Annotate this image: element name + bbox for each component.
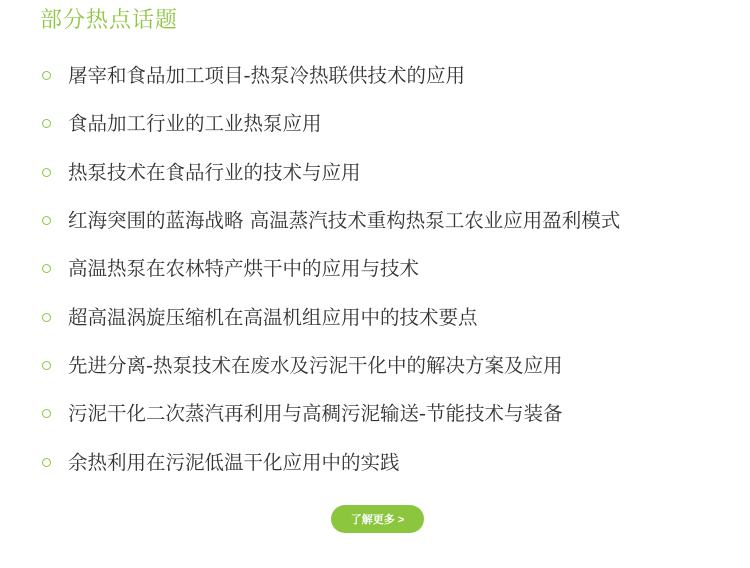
- topic-item[interactable]: [0, 197, 750, 245]
- topic-link[interactable]: 食品加工行业的工业热泵应用: [68, 112, 322, 136]
- topic-list: [0, 52, 750, 487]
- hollow-circle-icon: [42, 361, 51, 370]
- topic-item[interactable]: [0, 52, 750, 100]
- topic-item[interactable]: [0, 438, 750, 486]
- hollow-circle-icon: [42, 313, 51, 322]
- topic-link[interactable]: 屠宰和食品加工项目-热泵冷热联供技术的应用: [68, 64, 466, 88]
- hollow-circle-icon: [42, 168, 51, 177]
- learn-more-button[interactable]: 了解更多 >: [331, 505, 424, 533]
- hollow-circle-icon: [42, 119, 51, 128]
- section-title: 部分热点话题: [40, 8, 179, 33]
- hollow-circle-icon: [42, 71, 51, 80]
- hollow-circle-icon: [42, 264, 51, 273]
- topic-link[interactable]: 高温热泵在农林特产烘干中的应用与技术: [68, 257, 420, 281]
- topic-link[interactable]: 污泥干化二次蒸汽再利用与高稠污泥输送-节能技术与装备: [68, 402, 563, 426]
- topic-link[interactable]: 超高温涡旋压缩机在高温机组应用中的技术要点: [68, 305, 478, 329]
- topic-item[interactable]: [0, 149, 750, 197]
- topic-link[interactable]: 余热利用在污泥低温干化应用中的实践: [68, 450, 400, 474]
- hollow-circle-icon: [42, 409, 51, 418]
- hollow-circle-icon: [42, 458, 51, 467]
- topic-link[interactable]: 热泵技术在食品行业的技术与应用: [68, 160, 361, 184]
- topic-item[interactable]: [0, 245, 750, 293]
- topic-link[interactable]: 红海突围的蓝海战略 高温蒸汽技术重构热泵工农业应用盈利模式: [68, 209, 621, 233]
- topic-link[interactable]: 先进分离-热泵技术在废水及污泥干化中的解决方案及应用: [68, 353, 563, 377]
- hollow-circle-icon: [42, 216, 51, 225]
- topic-item[interactable]: [0, 293, 750, 341]
- topic-item[interactable]: [0, 100, 750, 148]
- topic-item[interactable]: [0, 342, 750, 390]
- topic-item[interactable]: [0, 390, 750, 438]
